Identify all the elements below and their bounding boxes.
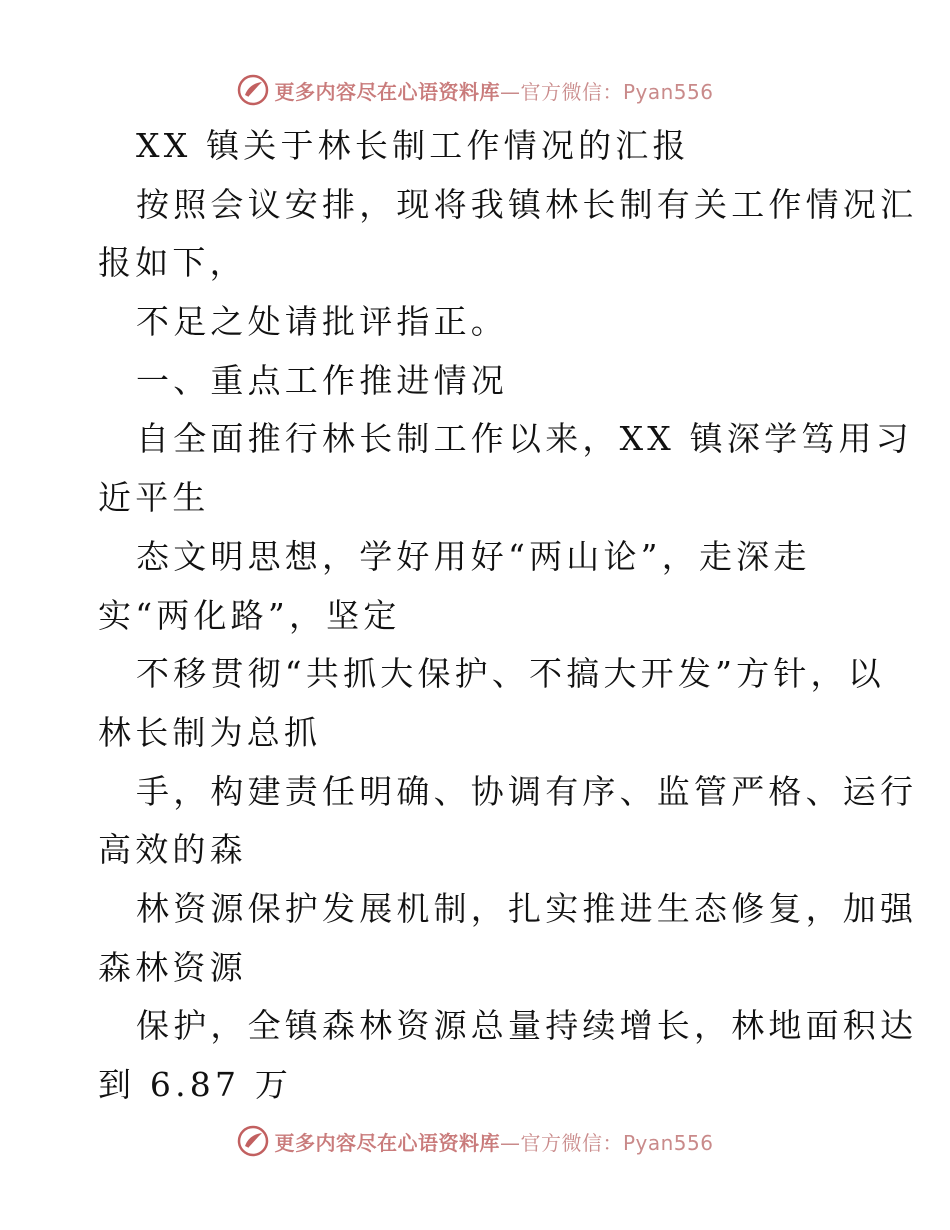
text-line: 林资源保护发展机制，扎实推进生态修复，加强: [136, 888, 918, 928]
text-line: 不移贯彻“共抓大保护、不搞大开发”方针，以: [136, 654, 885, 694]
text-line: 不足之处请批评指正。: [136, 302, 508, 342]
text-line: 高效的森: [98, 830, 247, 870]
text-line: 手，构建责任明确、协调有序、监管严格、运行: [136, 771, 918, 811]
text-line: 到 6.87 万: [98, 1065, 293, 1104]
watermark-suffix: —官方微信：Pyan556: [499, 1130, 714, 1155]
text-line: 保护，全镇森林资源总量持续增长，林地面积达: [136, 1006, 918, 1046]
text-line: 森林资源: [98, 947, 247, 987]
text-line: 自全面推行林长制工作以来，XX 镇深学笃用习: [136, 419, 913, 459]
brand-logo-icon: [236, 73, 270, 107]
text-line: 近平生: [98, 478, 210, 518]
watermark-suffix: —官方微信：Pyan556: [499, 79, 714, 104]
watermark-text: [274, 1127, 713, 1156]
watermark-brand: 更多内容尽在心语资料库: [274, 1130, 500, 1155]
watermark-brand: 更多内容尽在心语资料库: [274, 79, 500, 104]
text-line: 按照会议安排，现将我镇林长制有关工作情况汇: [136, 184, 918, 224]
text-line: 态文明思想，学好用好“两山论”，走深走: [136, 536, 811, 576]
text-line: 报如下，: [98, 243, 247, 283]
watermark-header: [0, 70, 950, 110]
text-line: 实“两化路”，坚定: [98, 595, 401, 635]
watermark-footer: [0, 1121, 950, 1161]
brand-logo-icon: [236, 1124, 270, 1158]
text-line: 林长制为总抓: [98, 712, 322, 752]
text-line: XX 镇关于林长制工作情况的汇报: [136, 126, 690, 165]
text-line: 一、重点工作推进情况: [136, 360, 508, 400]
document-body: [98, 117, 918, 1115]
watermark-text: [274, 76, 713, 105]
